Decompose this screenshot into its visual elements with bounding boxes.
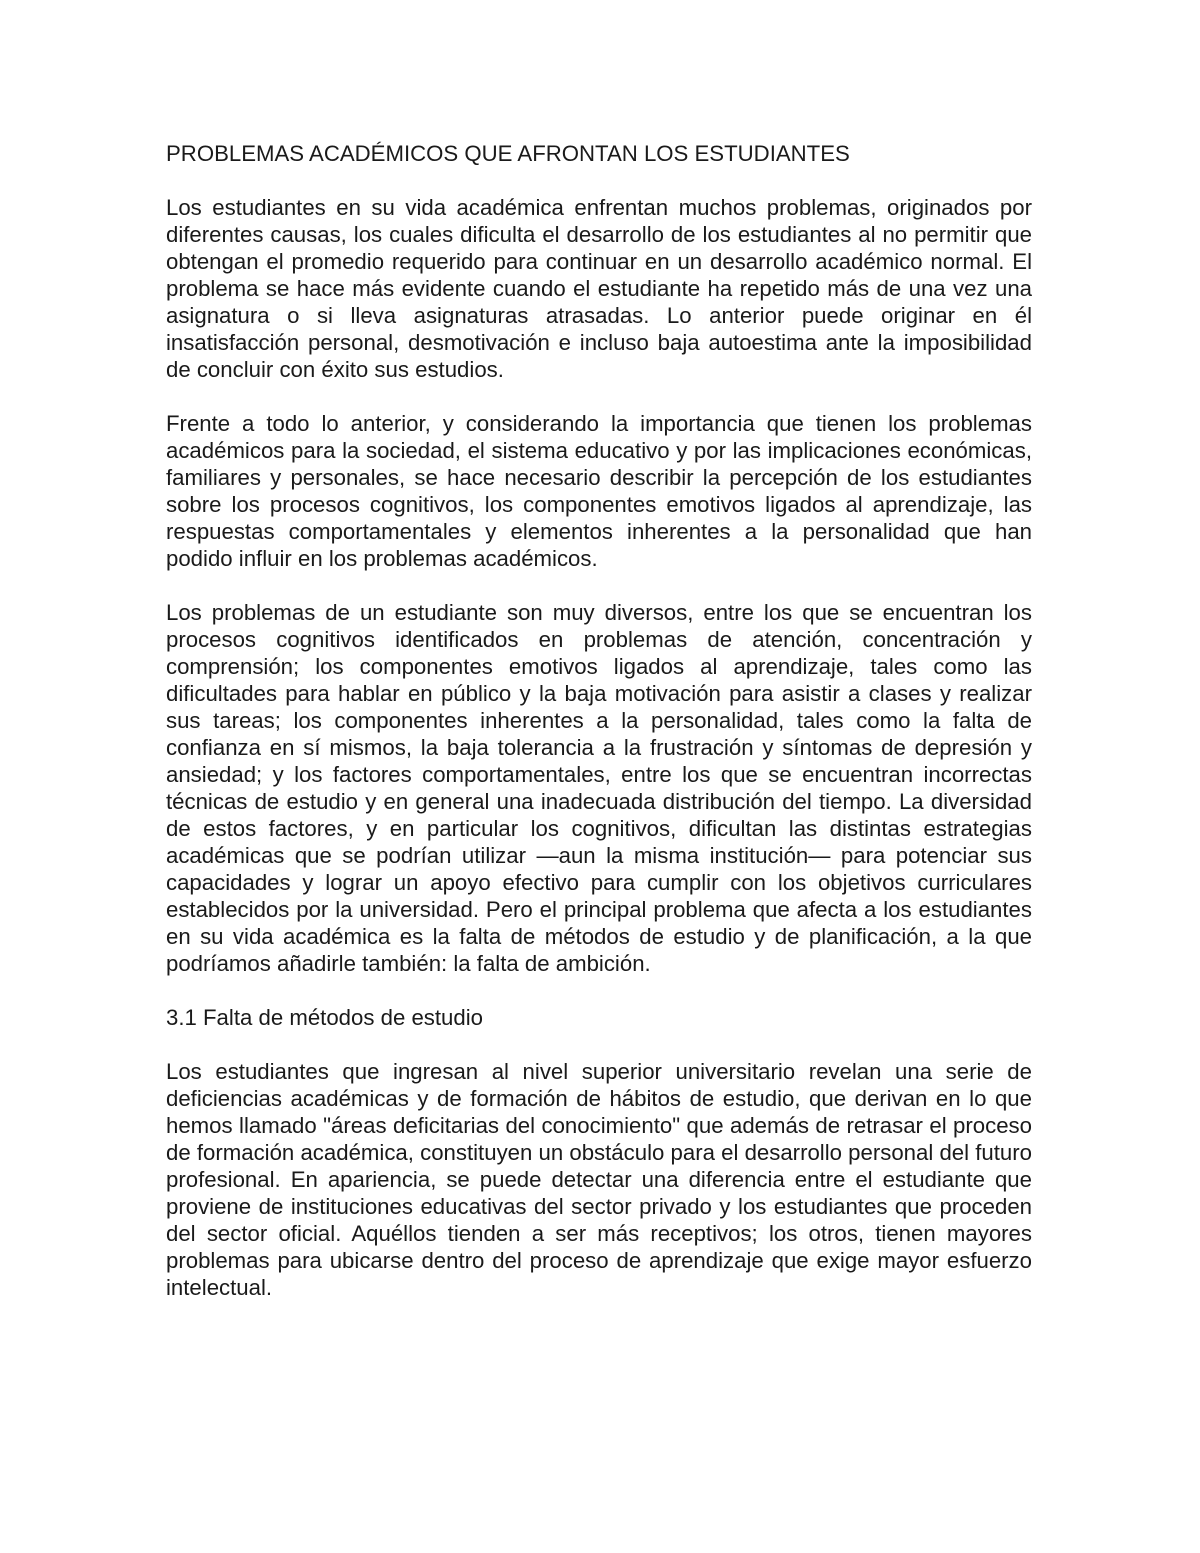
document-title: PROBLEMAS ACADÉMICOS QUE AFRONTAN LOS ESTUDIANTES xyxy=(166,141,850,166)
body-paragraph: Los problemas de un estudiante son muy diversos, entre los que se encuentran los procesos cognitivos identificados en problemas de atención, concentración y comprensión; los componentes emotivos ligados al aprendizaje, tales como las dificultades para hablar en público y la baja motivación para asistir a clases y realizar sus tareas; los componentes inherentes a la personalidad, tales como la falta de confianza en sí mismos, la baja tolerancia a la frustración y síntomas de depresión y ansiedad; y los factores comportamentales, entre los que se encuentran incorrectas técnicas de estudio y en general una inadecuada distribución del tiempo. La diversidad de estos factores, y en particular los cognitivos, dificultan las distintas estrategias académicas que se podrían utilizar —aun la misma institución— para potenciar sus capacidades y lograr un apoyo efectivo para cumplir con los objetivos curriculares establecidos por la universidad. Pero el principal problema que afecta a los estudiantes en su vida académica es la falta de métodos de estudio y de planificación, a la que podríamos añadirle también: la falta de ambición. xyxy=(166,600,1032,976)
body-paragraph: Los estudiantes en su vida académica enfrentan muchos problemas, originados por diferentes causas, los cuales dificulta el desarrollo de los estudiantes al no permitir que obtengan el promedio requerido para continuar en un desarrollo académico normal. El problema se hace más evidente cuando el estudiante ha repetido más de una vez una asignatura o si lleva asignaturas atrasadas. Lo anterior puede originar en él insatisfacción personal, desmotivación e incluso baja autoestima ante la imposibilidad de concluir con éxito sus estudios. xyxy=(166,195,1032,382)
section-paragraph: Los estudiantes que ingresan al nivel superior universitario revelan una serie de deficiencias académicas y de formación de hábitos de estudio, que derivan en lo que hemos llamado "áreas deficitarias del conocimiento" que además de retrasar el proceso de formación académica, constituyen un obstáculo para el desarrollo personal del futuro profesional. En apariencia, se puede detectar una diferencia entre el estudiante que proviene de instituciones educativas del sector privado y los estudiantes que proceden del sector oficial. Aquéllos tienden a ser más receptivos; los otros, tienen mayores problemas para ubicarse dentro del proceso de aprendizaje que exige mayor esfuerzo intelectual. xyxy=(166,1059,1032,1300)
document-body xyxy=(166,140,1032,1301)
body-paragraph: Frente a todo lo anterior, y considerando la importancia que tienen los problemas académicos para la sociedad, el sistema educativo y por las implicaciones económicas, familiares y personales, se hace necesario describir la percepción de los estudiantes sobre los procesos cognitivos, los componentes emotivos ligados al aprendizaje, las respuestas comportamentales y elementos inherentes a la personalidad que han podido influir en los problemas académicos. xyxy=(166,411,1032,571)
section-heading: 3.1 Falta de métodos de estudio xyxy=(166,1005,483,1030)
